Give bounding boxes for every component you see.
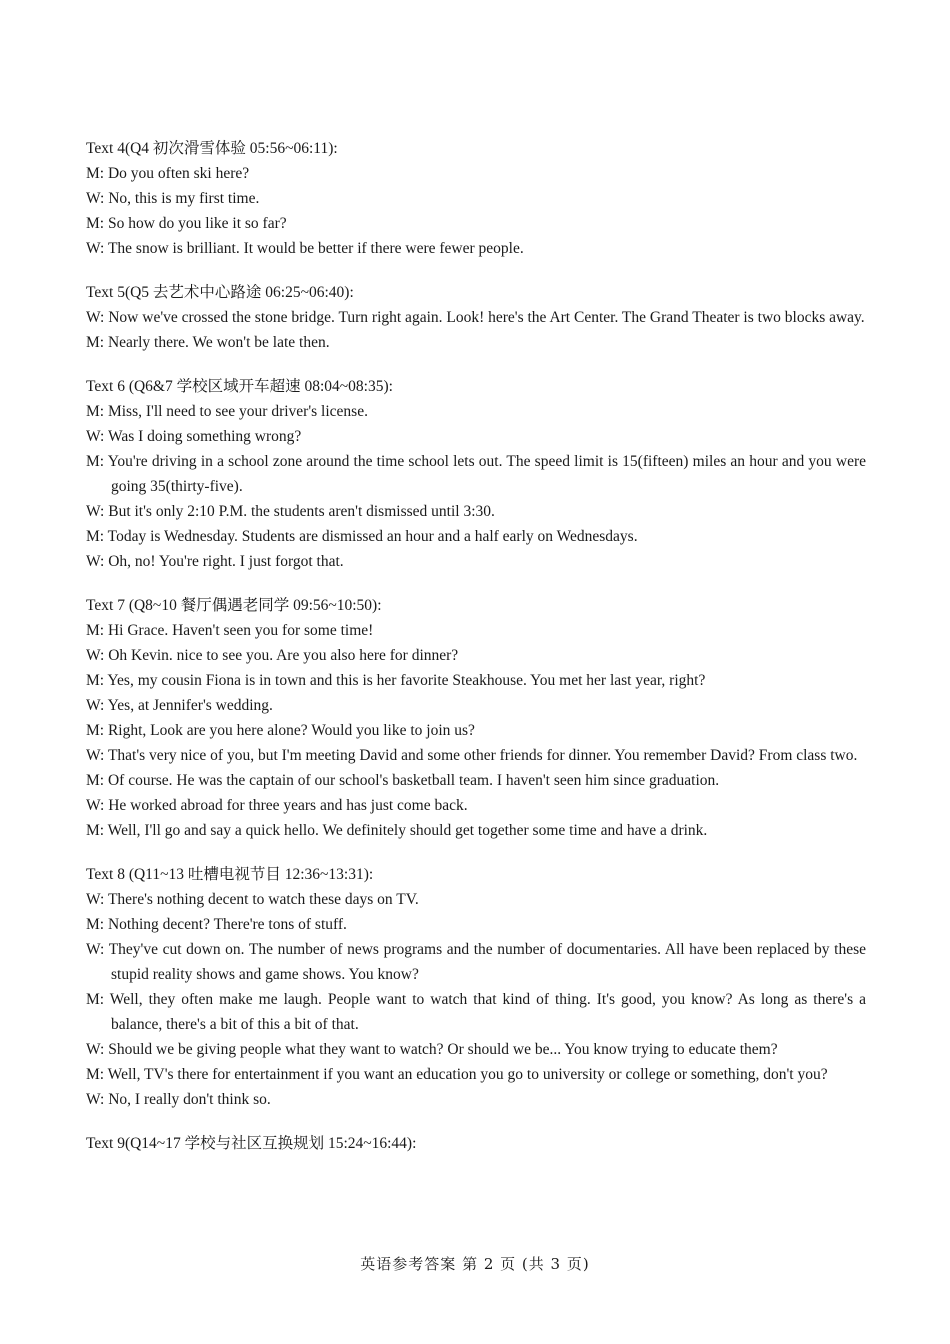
dialogue-line: M: So how do you like it so far? (86, 215, 287, 232)
transcript-body (86, 136, 866, 1175)
transcript-section (86, 280, 866, 355)
section-heading: Text 4(Q4 初次滑雪体验 05:56~06:11): (86, 140, 338, 157)
dialogue-line: M: Today is Wednesday. Students are dismissed an hour and a half early on Wednesdays. (86, 528, 638, 545)
dialogue-line: M: Of course. He was the captain of our school's basketball team. I haven't seen him since graduation. (86, 772, 720, 789)
dialogue-line: M: Well, they often make me laugh. People want to watch that kind of thing. It's good, you know? As long as there's a balance, there's a bit of this a bit of that. (86, 991, 866, 1033)
dialogue-line: M: Yes, my cousin Fiona is in town and this is her favorite Steakhouse. You met her last year, right? (86, 672, 706, 689)
dialogue-line: W: The snow is brilliant. It would be better if there were fewer people. (86, 240, 524, 257)
transcript-section (86, 136, 866, 261)
dialogue-line: M: Well, I'll go and say a quick hello. We definitely should get together some time and have a drink. (86, 822, 708, 839)
dialogue-line: W: No, this is my first time. (86, 190, 260, 207)
dialogue-line: M: Nothing decent? There're tons of stuff. (86, 916, 347, 933)
section-heading: Text 5(Q5 去艺术中心路途 06:25~06:40): (86, 284, 354, 301)
dialogue-line: M: Well, TV's there for entertainment if you want an education you go to university or college or something, don't you? (86, 1066, 828, 1083)
dialogue-line: W: There's nothing decent to watch these days on TV. (86, 891, 419, 908)
section-heading: Text 7 (Q8~10 餐厅偶遇老同学 09:56~10:50): (86, 597, 382, 614)
transcript-section (86, 862, 866, 1112)
dialogue-line: W: Oh Kevin. nice to see you. Are you also here for dinner? (86, 647, 459, 664)
dialogue-line: W: Should we be giving people what they want to watch? Or should we be... You know trying to educate them? (86, 1041, 778, 1058)
section-heading: Text 9(Q14~17 学校与社区互换规划 15:24~16:44): (86, 1135, 417, 1152)
dialogue-line: W: That's very nice of you, but I'm meeting David and some other friends for dinner. You remember David? From class two. (86, 747, 858, 764)
dialogue-line: M: Nearly there. We won't be late then. (86, 334, 330, 351)
dialogue-line: M: Right, Look are you here alone? Would you like to join us? (86, 722, 475, 739)
dialogue-line: W: They've cut down on. The number of news programs and the number of documentaries. All have been replaced by these stupid reality shows and game shows. You know? (86, 941, 866, 983)
dialogue-line: M: You're driving in a school zone around the time school lets out. The speed limit is 15(fifteen) miles an hour and you were going 35(thirty-five). (86, 453, 866, 495)
dialogue-line: W: He worked abroad for three years and has just come back. (86, 797, 468, 814)
dialogue-line: W: Yes, at Jennifer's wedding. (86, 697, 273, 714)
dialogue-line: M: Hi Grace. Haven't seen you for some time! (86, 622, 374, 639)
section-heading: Text 6 (Q6&7 学校区域开车超速 08:04~08:35): (86, 378, 393, 395)
transcript-section (86, 593, 866, 843)
transcript-section (86, 1131, 866, 1156)
dialogue-line: W: But it's only 2:10 P.M. the students aren't dismissed until 3:30. (86, 503, 495, 520)
dialogue-line: M: Miss, I'll need to see your driver's license. (86, 403, 368, 420)
dialogue-line: W: Oh, no! You're right. I just forgot that. (86, 553, 344, 570)
dialogue-line: M: Do you often ski here? (86, 165, 250, 182)
page-footer: 英语参考答案 第 2 页 (共 3 页) (360, 1255, 590, 1273)
dialogue-line: W: Was I doing something wrong? (86, 428, 302, 445)
transcript-section (86, 374, 866, 574)
section-heading: Text 8 (Q11~13 吐槽电视节目 12:36~13:31): (86, 866, 374, 883)
dialogue-line: W: No, I really don't think so. (86, 1091, 271, 1108)
dialogue-line: W: Now we've crossed the stone bridge. Turn right again. Look! here's the Art Center. The Grand Theater is two blocks away. (86, 309, 865, 326)
